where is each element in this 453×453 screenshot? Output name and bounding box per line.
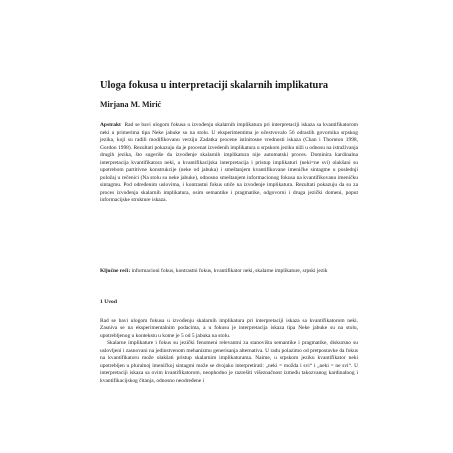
body-paragraph: Skalarne implikature i fokus su jezički fenomeni relevantni za stanovišta semantike i pragmatike, diskursno su uslovljeni i zasnovani na jedinstvenom mehanizmu generisanja alternativa. U radu polazimo od pretpostavke da fokus na kvantifikatoru može olakšati pristup skalarnim implikaturama. Naime, u srpskom jeziku kvantifikator neki upotrebljen u pluralnoj imeničkoj sintagmi može se dvojako interpretirati: „neki = možda i svi“ i „neki = ne svi“. U interpretaciji iskaza sa ovim kvantifikatorom, neophodno je razrešiti višeznačnost između takozvanog kardinalnog i kvantifikacijskog čitanja, odnosno neodređene i — [100, 340, 358, 384]
paper-author: Mirjana M. Mirić — [100, 100, 162, 109]
abstract-label: Apstrakt — [100, 122, 121, 128]
abstract-text: Rad se bavi ulogom fokusa u izvođenju skalarnih implikatura pri interpretaciji iskaza sa kvantifikatorom neki u primerima tipa Neke jabuke su na stolu. U eksperimentima je učestvovalo 56 odraslih govornika srpskog jezika, koji su radili modifikovanu verziju Zadatka procene istinitosne vrednosti iskaza (Chan i Thornton 1998, Gordon 1998). Rezultati pokazuju da je procenat izvedenih implikatura u srpskom jeziku niži u odnosu na istraživanja drugih jezika, što sugeriše da izvođenje skalarnih implikatura nije automatski proces. Dominira kardinalna interpretacija kvantifikatora neki, a kvantifikacijska interpretacija i pristup implikaturi (neki=ne svi) olakšani su upotrebom partitivne konstrukcije (neke od jabuka) i smeštanjem kvantifikovane imeničke sintagme u poslednji položaj u rečenici (Na stolu su neke jabuke), odnosno smeštanjem informacionog fokusa na kvantifikovanu imeničku sintagmu. Pod određenim uslovima, i kontrastni fokus utiče na izvođenje implikatura. Rezultati pokazuju da su za proces izvođenja skalarnih implikatura, osim semantike i pragmatike, odgovorni i druga jezički domeni, poput informacijske strukture iskaza. — [100, 122, 359, 204]
keywords-label: Ključne reči: — [100, 268, 131, 274]
paper-title: Uloga fokusa u interpretaciji skalarnih implikatura — [100, 80, 329, 91]
body-paragraph: Rad se bavi ulogom fokusa u izvođenju skalarnih implikatura pri interpretaciji iskaza sa kvantifikatorom neki. Zasniva se na eksperimentalnim podacima, a u fokusu je interpretacija iskaza tipa Neke jabuke su na stolu, upotrebljenog u kontekstu u kome je 5 od 5 jabuka na stolu. — [100, 318, 358, 339]
abstract — [100, 122, 358, 205]
section-heading: 1 Uvod — [100, 299, 117, 305]
keywords-text: informacioni fokus, kontrastni fokus, kvantifikator neki, skalarne implikature, srpski jezik — [131, 268, 328, 274]
keywords — [100, 268, 358, 276]
body-text — [100, 318, 358, 385]
